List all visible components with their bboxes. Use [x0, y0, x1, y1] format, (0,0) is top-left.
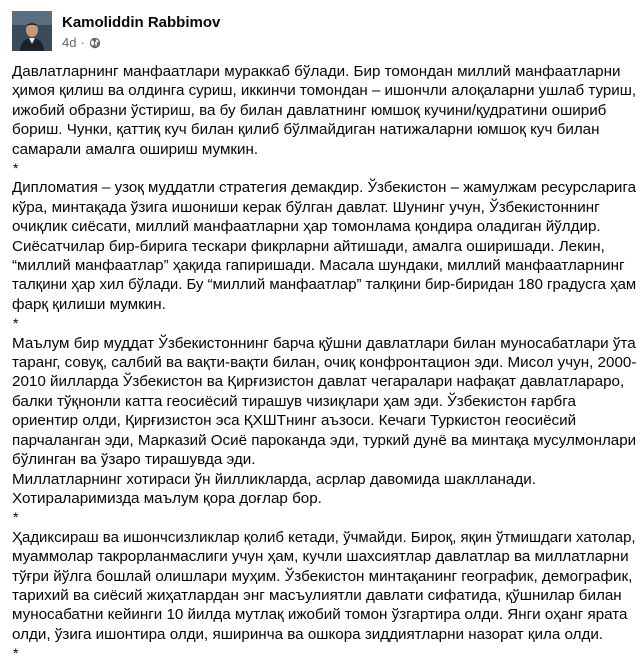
text-line: очиқлик сиёсати, миллий манфаатларни ҳар томонлама қондира оладиган йўлдир.	[12, 218, 601, 236]
post-subline	[62, 35, 220, 51]
text-line: фарқ қилиши мумкин.	[12, 295, 166, 313]
avatar-portrait-icon	[12, 11, 52, 51]
text-line: Миллатларнинг хотираси ўн йилликларда, асрлар давомида шаклланади.	[12, 470, 536, 488]
text-line: Хотираларимизда маълум қора доғлар бор.	[12, 489, 322, 507]
text-line: муаммолар такрорланмаслиги учун ҳам, кучли шахсиятлар давлатлар ва миллатларни	[12, 548, 629, 566]
author-name[interactable]: Kamoliddin Rabbimov	[62, 14, 221, 31]
post-timestamp[interactable]: 4d	[62, 35, 77, 50]
text-line: таранг, совуқ, салбий ва вақти-вақти билан, очиқ конфронтацион эди. Мисол учун, 2000-	[12, 354, 637, 372]
text-line: ориентир олди, Қирғизистон эса ҚХШТнинг аъзоси. Кечаги Туркистон геосиёсий	[12, 412, 577, 430]
paragraph-separator: *	[13, 160, 19, 177]
text-line: ижобий образни ўстириш, ва бу билан давлатнинг юмшоқ кучини/қудратини ошириб	[12, 101, 607, 119]
globe-icon[interactable]	[89, 37, 101, 49]
text-line: ҳимоя қилиш ва олдинга суриш, иккинчи томондан – ишончли алоқаларни ушлаб туриш,	[12, 82, 637, 100]
text-line: Маълум бир муддат Ўзбекистоннинг барча қўшни давлатлари билан муносабатлари ўта	[12, 334, 636, 352]
text-line: самарали амалга ошириш мумкин.	[12, 140, 259, 158]
text-line: талқини ҳар хил бўлади. Бу “миллий манфаатлар” талқини бир-биридан 180 градусга ҳам	[12, 276, 637, 294]
text-line: “миллий манфаатлар” ҳақида гапиришади. Масала шундаки, миллий манфаатларнинг	[12, 257, 625, 275]
paragraph-separator: *	[13, 315, 19, 332]
text-line: Сиёсатчилар бир-бирига тескари фикрларни айтишади, амалга оширишади. Лекин,	[12, 237, 605, 255]
text-line: 2010 йилларда Ўзбекистон ва Қирғизистон давлат чегаралари нафақат давлатлараро,	[12, 373, 625, 391]
text-line: парчаланган эди, Марказий Осиё пароканда эди, туркий дунё ва минтақа мусулмонлари	[12, 431, 637, 449]
text-line: Давлатларнинг манфаатлари мураккаб бўлади. Бир томондан миллий манфаатларни	[12, 63, 621, 80]
text-line: бўлинган ва ўзаро тирашувда эди.	[12, 451, 256, 469]
text-line: тўғри йўлга бошлай олишлари муҳим. Ўзбекистон минтақанинг географик, демографик,	[12, 567, 633, 585]
meta-separator: ·	[80, 35, 85, 50]
paragraph-separator: *	[13, 509, 19, 526]
paragraph-4	[12, 528, 636, 644]
paragraph-1	[12, 62, 636, 159]
text-line: балки тўқнонли катта геосиёсий тирашув чизиқлари ҳам эди. Ўзбекистон ғарбга	[12, 392, 576, 410]
post-meta	[62, 11, 220, 51]
post-header	[12, 11, 220, 51]
text-line: олди, ўзига ишонтира олди, яширинча ва ошкора зиддиятларни назорат қила олди.	[12, 625, 604, 643]
text-line: бориш. Чунки, қаттиқ куч билан қилиб бўлмайдиган натижаларни юмшоқ куч билан	[12, 121, 600, 139]
text-line: Ҳадиксираш ва ишончсизликлар қолиб кетади, ўчмайди. Бироқ, яқин ўтмишдаги хатолар,	[12, 528, 636, 546]
text-line: муносабатни кейинги 10 йилда мутлақ ижобий томон ўзгартира олди. Янги оҳанг ярата	[12, 606, 628, 624]
post-body	[12, 62, 636, 664]
paragraph-separator: *	[13, 645, 19, 662]
paragraph-3	[12, 334, 636, 509]
avatar[interactable]	[12, 11, 52, 51]
paragraph-2	[12, 178, 636, 314]
text-line: Дипломатия – узоқ муддатли стратегия демакдир. Ўзбекистон – жамулжам ресурсларига	[12, 179, 636, 197]
text-line: тарихий ва сиёсий жиҳатлардан энг масъулиятли давлати сифатида, қўшнилар билан	[12, 586, 622, 604]
text-line: кўра, минтақада ўзига ишониши керак бўлган давлат. Шунинг учун, Ўзбекистоннинг	[12, 198, 600, 216]
